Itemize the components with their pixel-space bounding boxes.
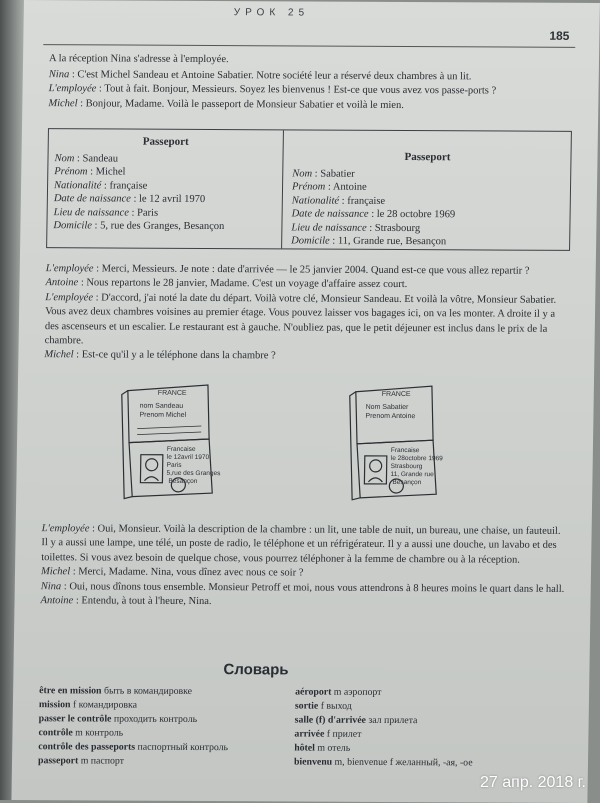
- illu-date: le 12avril 1970: [166, 453, 210, 462]
- dictionary-entry: [39, 684, 289, 699]
- line-text: : D'accord, j'ai noté la date du départ. Voilà votre clé, Monsieur Sandeau. Et voilà la vôtre, Monsieur Sabatier. Vous avez deux chambres voisines au premier étage. Vous pouvez laisser vos bagages ici, on va les monter. A droite il y a des ascenseurs et un escalier. Le restaurant est à gauche. N'oubliez pas, que le petit déjeuner est inclus dans le prix de la chambre.: [44, 292, 557, 347]
- field-label: Date de naissance: [53, 193, 131, 205]
- term: être en mission: [39, 685, 102, 697]
- passport-title: Passeport: [404, 151, 451, 164]
- field-value: : 11, Grande rue, Besançon: [329, 235, 447, 248]
- dictionary-entry: [295, 714, 565, 729]
- dictionary-entry: [295, 686, 565, 701]
- gloss: паспортный контроль: [135, 741, 229, 754]
- term: passeport: [37, 755, 79, 767]
- field-label: Lieu de naissance: [53, 206, 129, 219]
- gloss: m паспорт: [78, 755, 125, 767]
- illu-lieu: Strasbourg: [390, 462, 423, 471]
- field-label: Prénom: [291, 181, 326, 193]
- speaker: Antoine: [40, 595, 74, 607]
- field-label: Nom: [292, 167, 313, 180]
- gloss: m аэропорт: [331, 686, 382, 698]
- term: arrivée: [294, 728, 325, 740]
- dictionary-entry: [294, 728, 564, 743]
- dictionary-entry: [39, 698, 289, 713]
- dictionary-entry: [38, 754, 288, 769]
- field-label: Nationalité: [54, 179, 102, 191]
- line-text: : Est-ce qu'il y a le téléphone dans la chambre ?: [73, 349, 276, 362]
- speaker: L'employée: [41, 523, 90, 535]
- passport-table: [46, 128, 572, 251]
- passport-row: [292, 194, 562, 209]
- field-value: : Michel: [87, 166, 126, 178]
- table-divider: [281, 130, 284, 248]
- dialogue-line: [41, 522, 567, 568]
- illu-date: le 28octobre 1969: [390, 454, 443, 463]
- passport-row: [54, 152, 276, 167]
- dialogue-line: [45, 291, 571, 351]
- line-text: : Bonjour, Madame. Voilà le passeport de Monsieur Sabatier et voilà le mien.: [77, 98, 404, 111]
- line-text: : Merci, Messieurs. Je note : date d'arrivée — le 25 janvier 2004. Quand est-ce que vous allez repartir ?: [93, 263, 530, 277]
- term: sortie: [294, 700, 319, 712]
- field-label: Domicile: [291, 235, 330, 247]
- term: contrôle des passeports: [38, 741, 136, 753]
- field-label: Prénom: [54, 166, 88, 178]
- page-number: 185: [549, 28, 570, 43]
- passport-row: [53, 219, 275, 234]
- gloss: m контроль: [72, 727, 124, 739]
- passport-row: [54, 206, 276, 221]
- passport-row: [292, 207, 562, 222]
- field-label: Nationalité: [291, 194, 340, 207]
- gloss: зал прилета: [365, 714, 418, 727]
- dictionary-entry: [39, 712, 289, 727]
- field-label: Nom: [54, 152, 75, 164]
- field-value: : Antoine: [325, 181, 367, 193]
- illu-dom: 5,rue des Granges: [166, 469, 221, 478]
- field-label: Domicile: [53, 220, 93, 232]
- dictionary-entry: [294, 756, 564, 771]
- illu-nom: nom Sandeau: [139, 402, 184, 410]
- passport-sandeau: [53, 135, 277, 234]
- line-text: : Oui, nous dînons tous ensemble. Monsieur Petroff et moi, nous vous attendrons à 8 heures moins le quart dans le hall.: [61, 580, 565, 595]
- book-page: [11, 0, 599, 803]
- dialogue-line: [40, 594, 565, 611]
- speaker: Michel: [40, 566, 71, 578]
- field-value: : 5, rue des Granges, Besançon: [91, 220, 225, 233]
- field-label: Date de naissance: [291, 208, 369, 220]
- speaker: L'employée: [45, 263, 94, 275]
- term: passer le contrôle: [38, 713, 112, 725]
- running-head: УРОК 25: [233, 7, 310, 19]
- photo-date-stamp: 27 апр. 2018 г.: [480, 774, 586, 791]
- illu-dom: 11, Grande rue: [390, 470, 434, 479]
- passport-row: [54, 165, 276, 180]
- dictionary-title: Словарь: [223, 661, 289, 679]
- dialogue-block-1: [48, 68, 574, 114]
- dictionary-entry: [38, 740, 288, 755]
- gloss: f выход: [318, 700, 352, 712]
- field-value: : française: [338, 195, 386, 207]
- illu-nat: Francaise: [166, 445, 196, 453]
- illu-prenom: Prenom Antoine: [365, 412, 416, 421]
- illu-city: Besançon: [168, 477, 198, 485]
- passport-row: [54, 192, 276, 207]
- term: mission: [38, 699, 71, 711]
- passport-title: Passeport: [142, 135, 189, 148]
- passport-sabatier: [291, 150, 562, 249]
- term: hôtel: [294, 742, 316, 754]
- passport-row: [292, 167, 562, 182]
- passport-row: [291, 221, 561, 236]
- gloss: m отель: [314, 742, 351, 754]
- speaker: Michel: [48, 97, 78, 110]
- dictionary-entry: [295, 700, 565, 715]
- line-text: : C'est Michel Sandeau et Antoine Sabatier. Notre société leur a réservé deux chambres à un lit.: [69, 69, 472, 83]
- illu-country: FRANCE: [381, 390, 411, 399]
- gloss: быть в командировке: [101, 685, 193, 697]
- passport-illustration-sandeau: [106, 380, 298, 501]
- illu-city: Besançon: [392, 478, 422, 487]
- field-value: : le 12 avril 1970: [130, 193, 206, 205]
- dictionary-left-column: [38, 684, 289, 769]
- speaker: Antoine: [45, 277, 79, 289]
- field-value: : française: [101, 179, 148, 192]
- field-value: : Paris: [128, 207, 159, 219]
- gloss: проходить контроль: [111, 713, 198, 725]
- speaker: L'employée: [48, 83, 97, 95]
- dialogue-line: [48, 97, 573, 114]
- passport-row: [292, 180, 562, 195]
- gloss: f командировка: [70, 699, 138, 711]
- dictionary-entry: [38, 726, 288, 741]
- passport-illustration-sabatier: [334, 382, 526, 503]
- illu-nom: Nom Sabatier: [365, 403, 409, 412]
- field-label: Lieu de naissance: [291, 221, 367, 234]
- speaker: Nina: [48, 69, 70, 81]
- dictionary-right-column: [294, 686, 565, 771]
- illu-lieu: Paris: [166, 461, 182, 469]
- dialogue-block-2: [44, 262, 571, 366]
- line-text: : Nous repartons le 28 janvier, Madame. C'est un voyage d'affaire assez court.: [78, 277, 408, 291]
- line-text: : Entendu, à tout à l'heure, Nina.: [73, 595, 212, 608]
- line-text: : Tout à fait. Bonjour, Messieurs. Soyez les bienvenus ! Est-ce que vous avez vos passe-ports ?: [96, 83, 497, 97]
- term: salle (f) d'arrivée: [294, 714, 367, 726]
- field-value: : le 28 octobre 1969: [368, 208, 456, 221]
- dictionary-entry: [294, 742, 564, 757]
- illu-prenom: Prenom Michel: [139, 411, 187, 419]
- header-rule: [43, 44, 575, 48]
- field-value: : Sandeau: [74, 152, 119, 165]
- dialogue-block-3: [40, 522, 566, 611]
- gloss: m, bienvenue f желанный, -ая, -ое: [332, 756, 473, 769]
- passport-row: [291, 234, 561, 249]
- term: contrôle: [38, 727, 73, 739]
- passport-row: [54, 179, 276, 194]
- speaker: L'employée: [45, 291, 94, 304]
- illu-nat: Francaise: [390, 446, 420, 455]
- gloss: f прилет: [324, 728, 362, 740]
- line-text: : Merci, Madame. Nina, vous dînez avec nous ce soir ?: [70, 566, 304, 579]
- speaker: Michel: [44, 349, 74, 361]
- intro-line: A la réception Nina s'adresse à l'employée.: [48, 53, 229, 66]
- term: aéroport: [295, 686, 332, 698]
- dialogue-line: [44, 349, 569, 366]
- line-text: : Oui, Monsieur. Voilà la description de la chambre : un lit, une table de nuit, un bureau, une chaise, un fauteuil. Il y a aussi une lampe, une télé, un poste de radio, le téléphone et un réfrigérateur. Il y a aussi une douche, un lavabo et des toilettes. Si vous avez besoin de quelque chose, vous pourrez téléphoner à la femme de chambre ou à la réception.: [41, 523, 561, 566]
- speaker: Nina: [40, 580, 62, 592]
- field-value: : Sabatier: [312, 168, 355, 180]
- field-value: : Strasbourg: [366, 222, 421, 234]
- term: bienvenu: [293, 756, 333, 768]
- illu-country: FRANCE: [157, 389, 187, 397]
